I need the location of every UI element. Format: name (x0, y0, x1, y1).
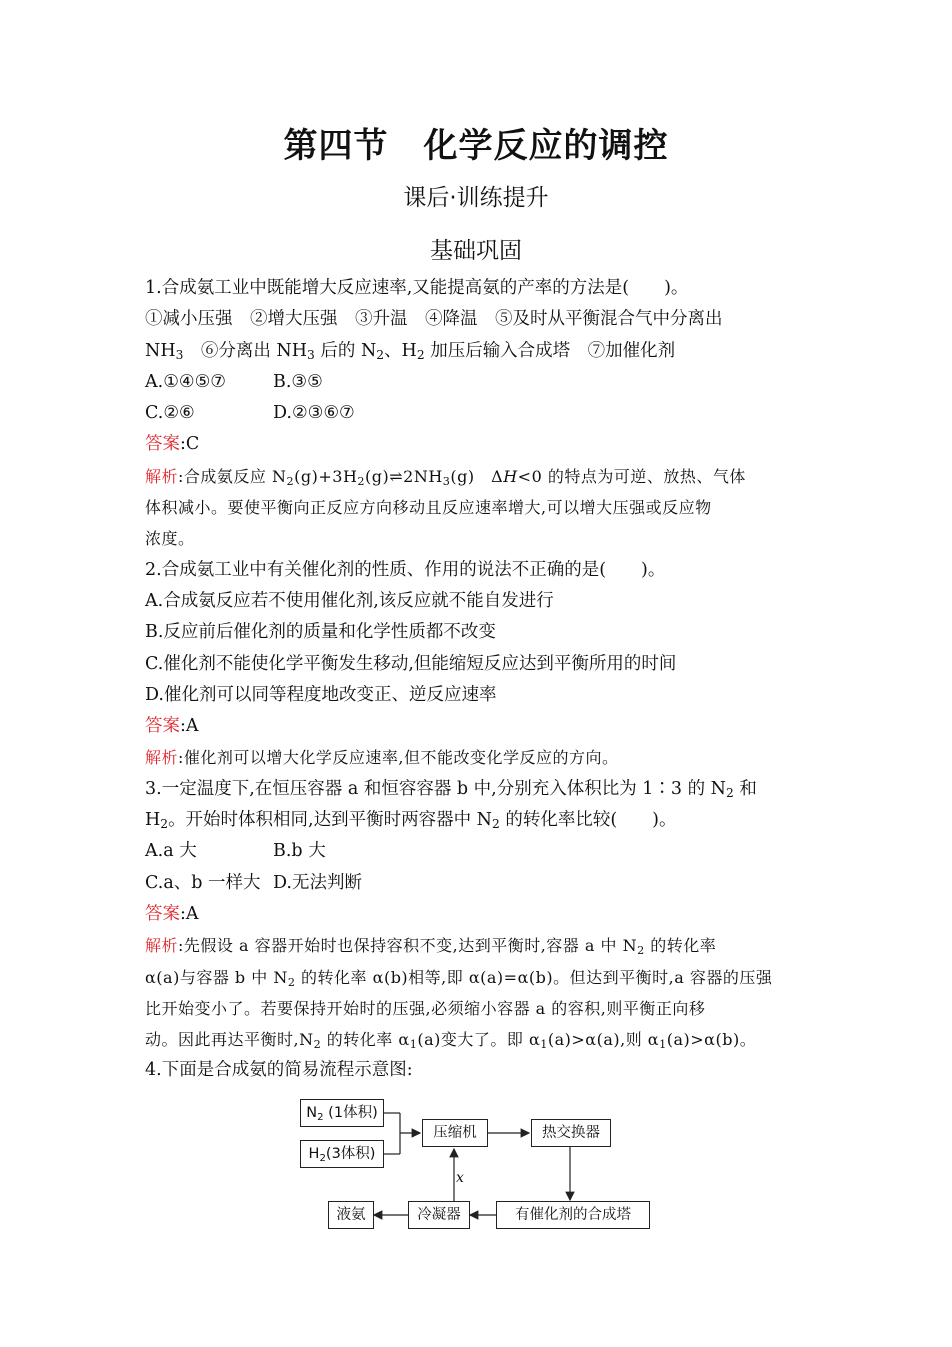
explanation-label: 解析 (145, 936, 179, 956)
recycle-x-label: x (456, 1170, 464, 1186)
choice-d[interactable]: D.无法判断 (273, 872, 362, 893)
q3-stem-line-1: 3.一定温度下,在恒压容器 a 和恒容容器 b 中,分别充入体积比为 1∶3 的 $N_2$ 和 (145, 778, 757, 800)
choice-b[interactable]: B.b 大 (273, 841, 326, 862)
answer-label: 答案 (145, 716, 180, 737)
ammonia-flow-diagram (298, 1096, 658, 1236)
q3-explanation-line-4: 动。因此再达平衡时$,N_2$ 的转化率 $\alpha_1(a)$变大了。即 $\alpha_1(a)>\alpha(a)$,则 $\alpha_1(a)>\alpha(b)$。 (145, 1030, 757, 1052)
section-heading: 基础巩固 (430, 238, 522, 264)
q3-stem-line-2: $H_2$。开始时体积相同,达到平衡时两容器中 $N_2$ 的转化率比较( )。 (145, 810, 677, 832)
q1-options-line-2: $NH_3$ ⑥分离出 $NH_3$ 后的 $N_2$、$H_2$ 加压后输入合成塔 ⑦加催化剂 (145, 340, 676, 362)
q1-choices-ab (145, 367, 810, 398)
choice-b[interactable]: B.③⑤ (273, 371, 323, 392)
q2-explanation: 解析:催化剂可以增大化学反应速率,但不能改变化学反应的方向。 (145, 748, 619, 768)
q1-explanation-line-2: 体积减小。要使平衡向正反应方向移动且反应速率增大,可以增大压强或反应物 (145, 498, 712, 518)
page-title: 第四节 化学反应的调控 (283, 126, 669, 166)
choice-a[interactable]: A.①④⑤⑦ (145, 371, 226, 392)
n2-feed-box: $N_2$ (1体积) (300, 1099, 384, 1127)
choice-a[interactable]: A.a 大 (145, 841, 197, 862)
compressor-box: 压缩机 (422, 1119, 488, 1147)
choice-c[interactable]: C.a、b 一样大 (145, 872, 261, 893)
liquid-ammonia-box: 液氨 (328, 1201, 374, 1229)
q1-options-line-1: ①减小压强 ②增大压强 ③升温 ④降温 ⑤及时从平衡混合气中分离出 (145, 309, 723, 330)
q3-explanation-line-1: 解析:先假设 a 容器开始时也保持容积不变,达到平衡时,容器 a 中 $N_2$ 的转化率 (145, 936, 717, 958)
answer-label: 答案 (145, 434, 180, 455)
q2-choice-d[interactable]: D.催化剂可以同等程度地改变正、逆反应速率 (145, 684, 497, 705)
q4-stem: 4.下面是合成氨的简易流程示意图: (145, 1060, 413, 1081)
synthesis-tower-box: 有催化剂的合成塔 (496, 1201, 650, 1229)
heat-exchanger-box: 热交换器 (531, 1119, 611, 1147)
q1-explanation-line-3: 浓度。 (145, 529, 195, 549)
explanation-label: 解析 (145, 748, 179, 768)
q1-answer: 答案:C (145, 434, 200, 455)
q1-stem: 1.合成氨工业中既能增大反应速率,又能提高氨的产率的方法是( )。 (145, 278, 689, 298)
q3-choices-cd (145, 868, 810, 899)
q1-explanation-line-1: 解析:合成氨反应 $N_2(g)+3H_2(g)\rightleftharpoons 2NH_3(g)$ ΔH<0 的特点为可逆、放热、气体 (145, 466, 746, 488)
q3-choices-ab (145, 836, 810, 867)
h2-feed-box: $H_2(3$体积) (300, 1140, 384, 1168)
choice-d[interactable]: D.②③⑥⑦ (273, 403, 355, 424)
q2-choice-c[interactable]: C.催化剂不能使化学平衡发生移动,但能缩短反应达到平衡所用的时间 (145, 653, 677, 674)
explanation-label: 解析 (145, 466, 179, 486)
choice-c[interactable]: C.②⑥ (145, 403, 195, 424)
q2-answer: 答案:A (145, 716, 199, 737)
q1-choices-cd (145, 398, 810, 429)
q2-choice-b[interactable]: B.反应前后催化剂的质量和化学性质都不改变 (145, 622, 496, 643)
q3-answer: 答案:A (145, 903, 199, 924)
q2-choice-a[interactable]: A.合成氨反应若不使用催化剂,该反应就不能自发进行 (145, 590, 554, 611)
page-subtitle: 课后·训练提升 (403, 185, 549, 211)
condenser-box: 冷凝器 (408, 1201, 470, 1229)
q3-explanation-line-3: 比开始变小了。若要保持开始时的压强,必须缩小容器 a 的容积,则平衡正向移 (145, 998, 706, 1018)
q3-explanation-line-2: α(a)与容器 b 中 $N_2$ 的转化率 α(b)相等,即 α(a)=α(b)。但达到平衡时,a 容器的压强 (145, 967, 773, 989)
answer-label: 答案 (145, 903, 180, 924)
q2-stem: 2.合成氨工业中有关催化剂的性质、作用的说法不正确的是( )。 (145, 559, 666, 580)
question-list (145, 273, 810, 1087)
